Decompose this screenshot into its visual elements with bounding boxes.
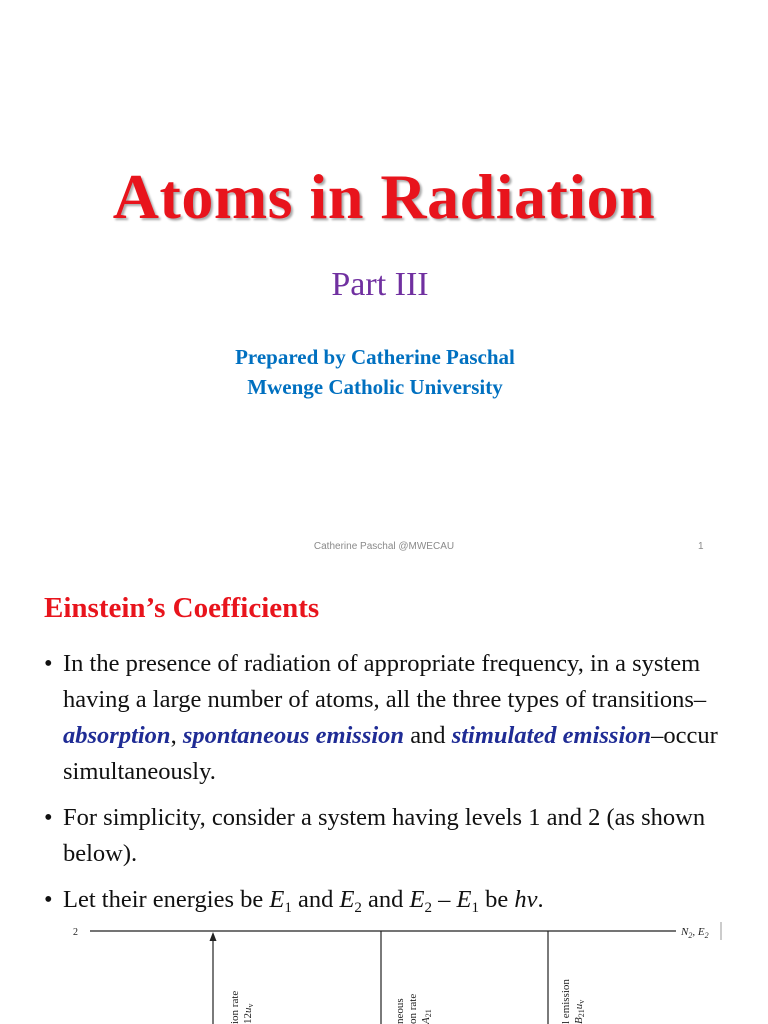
section-title: Einstein’s Coefficients [44, 592, 320, 624]
svg-text:ion rate: ion rate [229, 990, 241, 1024]
svg-text:l emission: l emission [560, 979, 572, 1024]
slide-footer: Catherine Paschal @MWECAU [313, 541, 455, 552]
energy-symbol: E [409, 886, 425, 913]
bullet-text: Let their energies be [63, 886, 270, 913]
subscript: 1 [284, 900, 292, 916]
author-name: Prepared by Catherine Paschal [235, 345, 515, 369]
absorption-label [229, 991, 255, 1024]
photon-energy: hv [514, 886, 538, 913]
subscript: 2 [354, 900, 362, 916]
svg-text:A21: A21 [420, 1009, 433, 1024]
bullet-list [44, 646, 744, 928]
term-absorption: absorption [63, 722, 171, 749]
slide-subtitle: Part III [331, 266, 429, 303]
slide-title: Atoms in Radiation [112, 161, 656, 232]
svg-text:B21uv: B21uv [573, 999, 586, 1024]
term-stimulated-emission: stimulated emission [451, 722, 652, 749]
minus-sign: – [432, 886, 457, 913]
energy-symbol: E [269, 886, 285, 913]
bullet-text: and [291, 886, 340, 913]
spontaneous-label [394, 994, 433, 1024]
bullet-item [44, 882, 744, 918]
energy-symbol: E [339, 886, 355, 913]
bullet-item: • For simplicity, consider a system having levels 1 and 2 (as shown below). [44, 800, 744, 872]
subscript: 2 [424, 900, 433, 916]
term-spontaneous-emission: spontaneous emission [182, 722, 405, 749]
bullet-text: be [478, 886, 515, 913]
svg-text:neous: neous [394, 998, 406, 1024]
energy-level-diagram [0, 918, 768, 1024]
level-tag: $N_2$, $E_2$ [681, 926, 709, 940]
bullet-text: . [537, 886, 544, 913]
bullet-text: and [404, 722, 452, 749]
svg-text:12uv: 12uv [242, 1003, 255, 1024]
level-number: 2 [73, 927, 78, 938]
stimulated-label [560, 979, 586, 1024]
energy-symbol: E [456, 886, 472, 913]
bullet-item [44, 646, 744, 790]
author-block [0, 342, 750, 402]
bullet-text: and [361, 886, 410, 913]
subscript: 1 [471, 900, 479, 916]
page-number: 1 [698, 541, 704, 552]
author-institution: Mwenge Catholic University [247, 375, 503, 399]
bullet-text: In the presence of radiation of appropriate frequency, in a system having a large number of atoms, all the three types of transitions– [63, 650, 707, 713]
separator: , [170, 722, 183, 749]
arrow-head [210, 932, 217, 941]
bullet-text: –occur simultaneously. [63, 722, 718, 785]
svg-text:on rate: on rate [407, 993, 419, 1024]
